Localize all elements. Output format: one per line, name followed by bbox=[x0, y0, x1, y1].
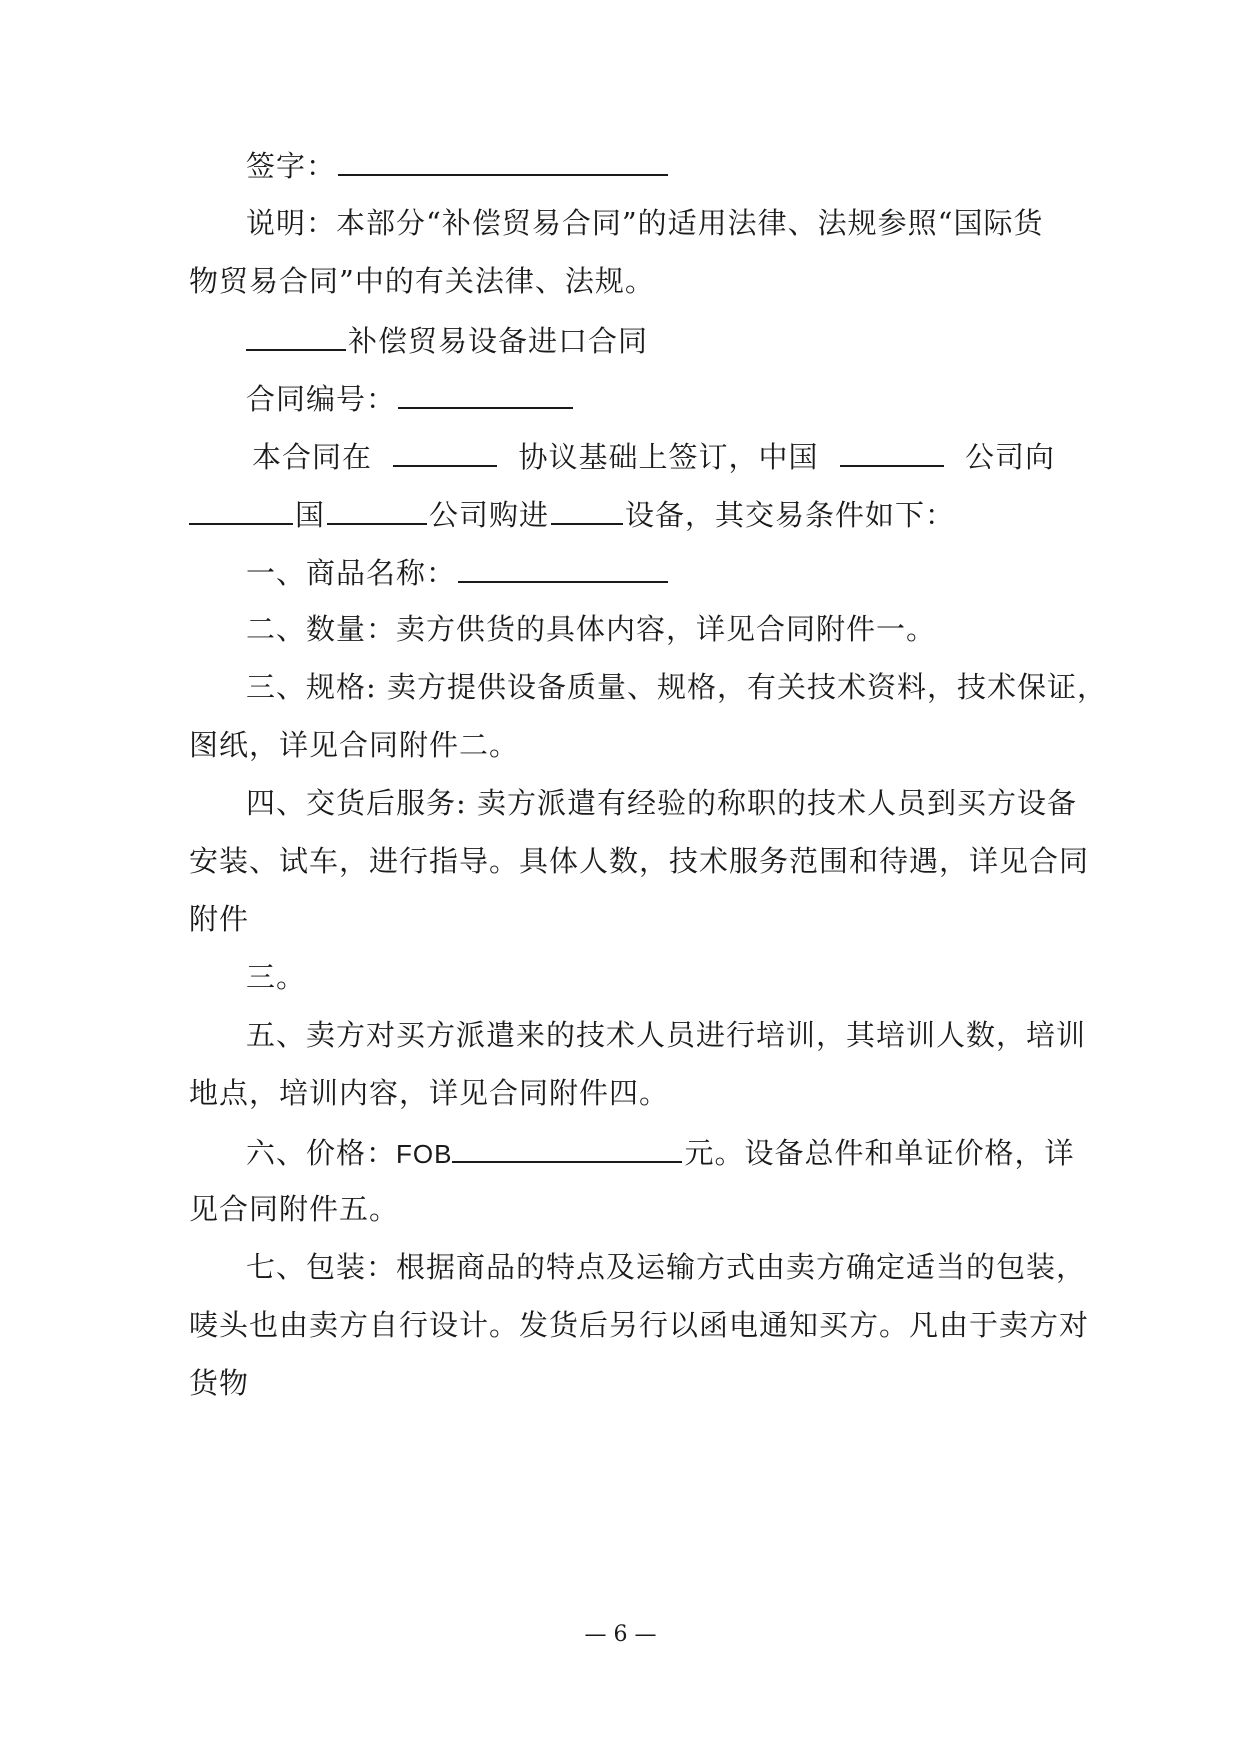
item-6-line-1 bbox=[246, 1131, 1075, 1171]
intro-line-2 bbox=[189, 493, 1055, 533]
item-1-blank bbox=[458, 551, 668, 583]
item-5-text-1: 五、卖方对买方派遣来的技术人员进行培训，其培训人数，培训 bbox=[246, 1018, 1087, 1052]
intro-part-5: 公司购进 bbox=[429, 498, 550, 532]
page-number: — 6 — bbox=[584, 1622, 657, 1647]
item-1-line bbox=[246, 551, 1055, 591]
note-text-2: 物贸易合同”中的有关法律、法规。 bbox=[189, 264, 655, 298]
intro-part-1: 本合同在 bbox=[252, 440, 373, 474]
intro-blank-1 bbox=[393, 435, 497, 467]
intro-blank-4 bbox=[327, 493, 427, 525]
contract-title-line bbox=[246, 319, 1055, 359]
item-6-suffix: 元。设备总件和单证价格，详 bbox=[684, 1136, 1075, 1170]
item-4-line-2 bbox=[189, 841, 1090, 881]
note-text-1: 说明：本部分“补偿贸易合同”的适用法律、法规参照“国际货 bbox=[246, 206, 1044, 240]
item-6-fob: FOB bbox=[396, 1139, 453, 1169]
contract-title-blank bbox=[246, 319, 346, 351]
intro-part-3: 公司向 bbox=[964, 440, 1055, 474]
item-4-line-1 bbox=[246, 783, 1077, 823]
intro-part-2: 协议基础上签订，中国 bbox=[518, 440, 819, 474]
item-3-line-1 bbox=[246, 667, 1107, 707]
signature-line bbox=[246, 144, 1055, 184]
signature-blank bbox=[338, 144, 668, 176]
item-7-text-2: 唛头也由卖方自行设计。发货后另行以函电通知买方。凡由于卖方对 bbox=[189, 1308, 1090, 1342]
item-5-line-2 bbox=[189, 1073, 1055, 1113]
contract-title: 补偿贸易设备进口合同 bbox=[348, 324, 649, 358]
item-4-line-4 bbox=[246, 957, 1055, 997]
item-6-text-2: 见合同附件五。 bbox=[189, 1192, 400, 1226]
item-5-text-2: 地点，培训内容，详见合同附件四。 bbox=[189, 1076, 670, 1110]
contract-number-blank bbox=[398, 377, 573, 409]
item-5-line-1 bbox=[246, 1015, 1087, 1055]
item-3-text-1: 三、规格: 卖方提供设备质量、规格，有关技术资料，技术保证， bbox=[246, 670, 1107, 704]
item-4-text-4: 三。 bbox=[246, 960, 307, 994]
contract-number-line bbox=[246, 377, 1055, 417]
note-line-2 bbox=[189, 261, 1055, 301]
item-6-price-blank bbox=[452, 1131, 682, 1163]
note-line-1 bbox=[246, 203, 1055, 243]
intro-blank-2 bbox=[840, 435, 944, 467]
item-7-text-3: 货物 bbox=[189, 1366, 250, 1400]
intro-part-6: 设备，其交易条件如下： bbox=[625, 498, 956, 532]
item-4-text-3: 附件 bbox=[189, 902, 250, 936]
item-7-text-1: 七、包装：根据商品的特点及运输方式由卖方确定适当的包装， bbox=[246, 1250, 1087, 1284]
item-3-text-2: 图纸，详见合同附件二。 bbox=[189, 728, 520, 762]
item-4-text-1: 四、交货后服务: 卖方派遣有经验的称职的技术人员到买方设备 bbox=[246, 786, 1077, 820]
item-6-prefix: 六、价格： bbox=[246, 1136, 397, 1170]
item-2-text: 二、数量：卖方供货的具体内容，详见合同附件一。 bbox=[246, 612, 937, 646]
contract-number-label: 合同编号： bbox=[246, 382, 397, 416]
item-4-line-3 bbox=[189, 899, 1055, 939]
intro-blank-3 bbox=[189, 493, 293, 525]
item-1-label: 一、商品名称： bbox=[246, 556, 457, 590]
item-7-line-3 bbox=[189, 1363, 1055, 1403]
intro-part-4: 国 bbox=[295, 498, 326, 532]
intro-line-1 bbox=[252, 435, 1055, 475]
item-7-line-1 bbox=[246, 1247, 1087, 1287]
signature-label: 签字： bbox=[246, 149, 337, 183]
intro-blank-5 bbox=[551, 493, 623, 525]
item-6-line-2 bbox=[189, 1189, 1055, 1229]
item-7-line-2 bbox=[189, 1305, 1090, 1345]
item-4-text-2: 安装、试车，进行指导。具体人数，技术服务范围和待遇，详见合同 bbox=[189, 844, 1090, 878]
item-2-line bbox=[246, 609, 1055, 649]
item-3-line-2 bbox=[189, 725, 1055, 765]
